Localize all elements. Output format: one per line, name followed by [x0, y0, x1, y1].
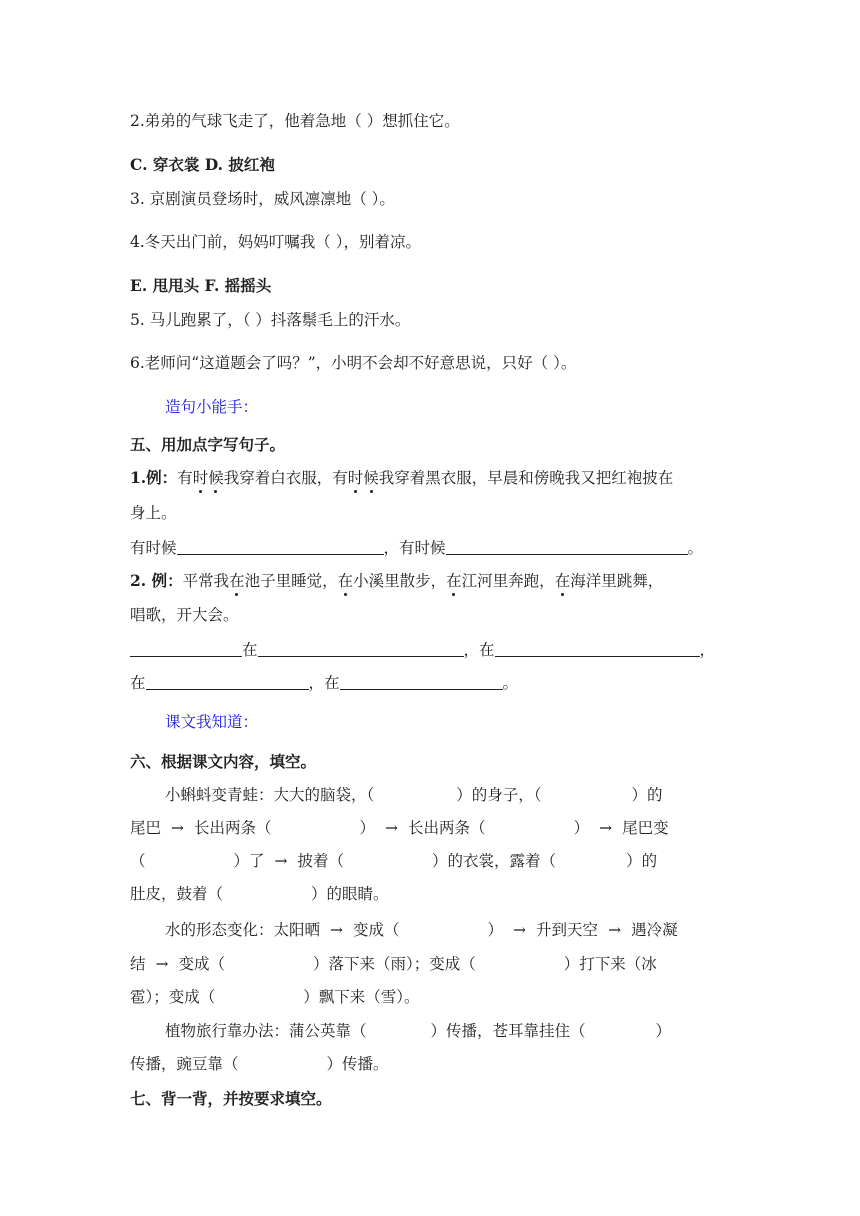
fill-line-2	[130, 640, 715, 660]
example-text: 平常我	[182, 572, 230, 590]
tadpole-line-3	[130, 851, 657, 871]
fill-text: ）的	[631, 786, 663, 804]
dotted-char: 在	[229, 572, 245, 590]
fill-text: （	[130, 852, 146, 870]
fill-line-3	[130, 673, 518, 693]
fill-label: ，	[699, 641, 716, 659]
fill-label: 。	[502, 674, 519, 692]
answer-blank[interactable]	[446, 538, 688, 555]
fill-label: ，在	[463, 641, 495, 659]
arrow-icon: →	[171, 819, 185, 837]
q4-sentence-5: 5. 马儿跑累了，（ ）抖落鬃毛上的汗水。	[130, 311, 411, 329]
fill-text: 长出两条（	[194, 819, 272, 837]
q4-options-cd: C. 穿衣裳 D. 披红袍	[130, 155, 275, 174]
example-text: 池子里睡觉，	[244, 572, 338, 590]
section-6-title: 六、根据课文内容，填空。	[130, 752, 317, 771]
fill-text: 尾巴	[130, 819, 162, 837]
answer-blank[interactable]	[177, 538, 384, 555]
fill-text: ）	[573, 819, 590, 837]
section-5-title: 五、用加点字写句子。	[130, 435, 286, 454]
answer-blank[interactable]	[495, 640, 700, 657]
dotted-char: 有	[177, 469, 193, 487]
q4-sentence-6: 6.老师问“这道题会了吗？”，小明不会却不好意思说，只好（ ）。	[130, 354, 577, 372]
fill-label: 在	[130, 674, 146, 692]
dotted-char: 候	[208, 469, 224, 487]
fill-text: ）传播。	[326, 1055, 389, 1073]
fill-text: ）	[487, 921, 504, 939]
answer-blank[interactable]	[146, 673, 309, 690]
example-1-line-1	[130, 468, 673, 488]
answer-blank[interactable]	[340, 673, 503, 690]
section-heading-sentence: 造句小能手：	[165, 398, 259, 416]
fill-text: ）了	[233, 852, 265, 870]
fill-text: ）	[359, 819, 376, 837]
arrow-icon: →	[330, 921, 344, 939]
plant-line-1	[165, 1021, 671, 1041]
fill-text: 变成（	[353, 921, 400, 939]
dotted-char: 有	[332, 469, 348, 487]
example-text: 海洋里跳舞，	[570, 572, 664, 590]
q4-sentence-3: 3. 京剧演员登场时，威风凛凛地（ ）。	[130, 190, 395, 208]
dotted-char: 在	[337, 572, 354, 590]
fill-text: 长出两条（	[408, 819, 486, 837]
tadpole-line-4	[130, 884, 389, 904]
arrow-icon: →	[608, 921, 622, 939]
dotted-char: 时	[347, 469, 364, 487]
section-heading-text: 课文我知道：	[165, 713, 259, 731]
tadpole-line-2	[130, 818, 669, 838]
fill-label: 在	[242, 641, 258, 659]
fill-text: ）的身子，（	[456, 786, 542, 804]
dotted-char: 在	[446, 572, 462, 590]
fill-text: ）的	[626, 852, 658, 870]
fill-text: 水的形态变化：太阳晒	[165, 921, 321, 939]
water-line-1	[165, 920, 678, 940]
arrow-icon: →	[274, 852, 288, 870]
arrow-icon: →	[513, 921, 527, 939]
fill-text: ）落下来（雨）；变成（	[313, 955, 476, 973]
example-2-line-1	[130, 571, 663, 591]
example-2-label: 2. 例：	[130, 571, 183, 590]
tadpole-line-1	[165, 785, 663, 805]
example-text: 我穿着黑衣服，早晨和傍晚我又把红袍披在	[378, 469, 674, 487]
fill-label: ，在	[308, 674, 340, 692]
fill-label: 有时候	[130, 539, 177, 557]
arrow-icon: →	[599, 819, 613, 837]
fill-text: 植物旅行靠办法：蒲公英靠（	[165, 1022, 367, 1040]
example-1-label: 1.例：	[130, 468, 178, 487]
dotted-char: 在	[554, 572, 571, 590]
dotted-char: 时	[192, 469, 209, 487]
fill-line-1	[130, 538, 703, 558]
example-text: 小溪里散步，	[353, 572, 447, 590]
arrow-icon: →	[385, 819, 399, 837]
plant-line-2	[130, 1054, 389, 1074]
fill-text: ）的衣裳，露着（	[432, 852, 557, 870]
q4-sentence-2: 2.弟弟的气球飞走了，他着急地（ ）想抓住它。	[130, 112, 460, 130]
fill-text: ）的眼睛。	[311, 885, 389, 903]
answer-blank[interactable]	[258, 640, 464, 657]
fill-text: 遇冷凝	[631, 921, 678, 939]
example-text: 我穿着白衣服，	[223, 469, 333, 487]
fill-text: 结	[130, 955, 146, 973]
answer-blank[interactable]	[130, 640, 242, 657]
q4-sentence-4: 4.冬天出门前，妈妈叮嘱我（ ），别着凉。	[130, 233, 421, 251]
fill-text: 变成（	[178, 955, 226, 973]
arrow-icon: →	[155, 955, 169, 973]
fill-text: 传播，豌豆靠（	[130, 1055, 239, 1073]
fill-text: ）	[655, 1022, 672, 1040]
water-line-3	[130, 987, 420, 1007]
fill-text: 雹）；变成（	[130, 988, 216, 1006]
fill-text: 肚皮，鼓着（	[130, 885, 224, 903]
dotted-char: 候	[363, 469, 379, 487]
fill-text: 尾巴变	[622, 819, 669, 837]
fill-text: 披着（	[297, 852, 345, 870]
fill-text: 小蝌蚪变青蛙：大大的脑袋，（	[165, 786, 375, 804]
example-2-line-2: 唱歌，开大会。	[130, 606, 239, 624]
fill-text: 升到天空	[536, 921, 599, 939]
water-line-2	[130, 954, 657, 974]
fill-text: ）打下来（冰	[563, 955, 657, 973]
example-1-line-2: 身上。	[130, 504, 177, 522]
fill-label: ，有时候	[383, 539, 446, 557]
fill-text: ）飘下来（雪）。	[303, 988, 420, 1006]
section-7-title: 七、背一背，并按要求填空。	[130, 1089, 332, 1108]
fill-label: 。	[687, 539, 704, 557]
fill-text: ）传播，苍耳靠挂住（	[430, 1022, 586, 1040]
example-text: 江河里奔跑，	[461, 572, 555, 590]
q4-options-ef: E. 甩甩头 F. 摇摇头	[130, 276, 272, 295]
